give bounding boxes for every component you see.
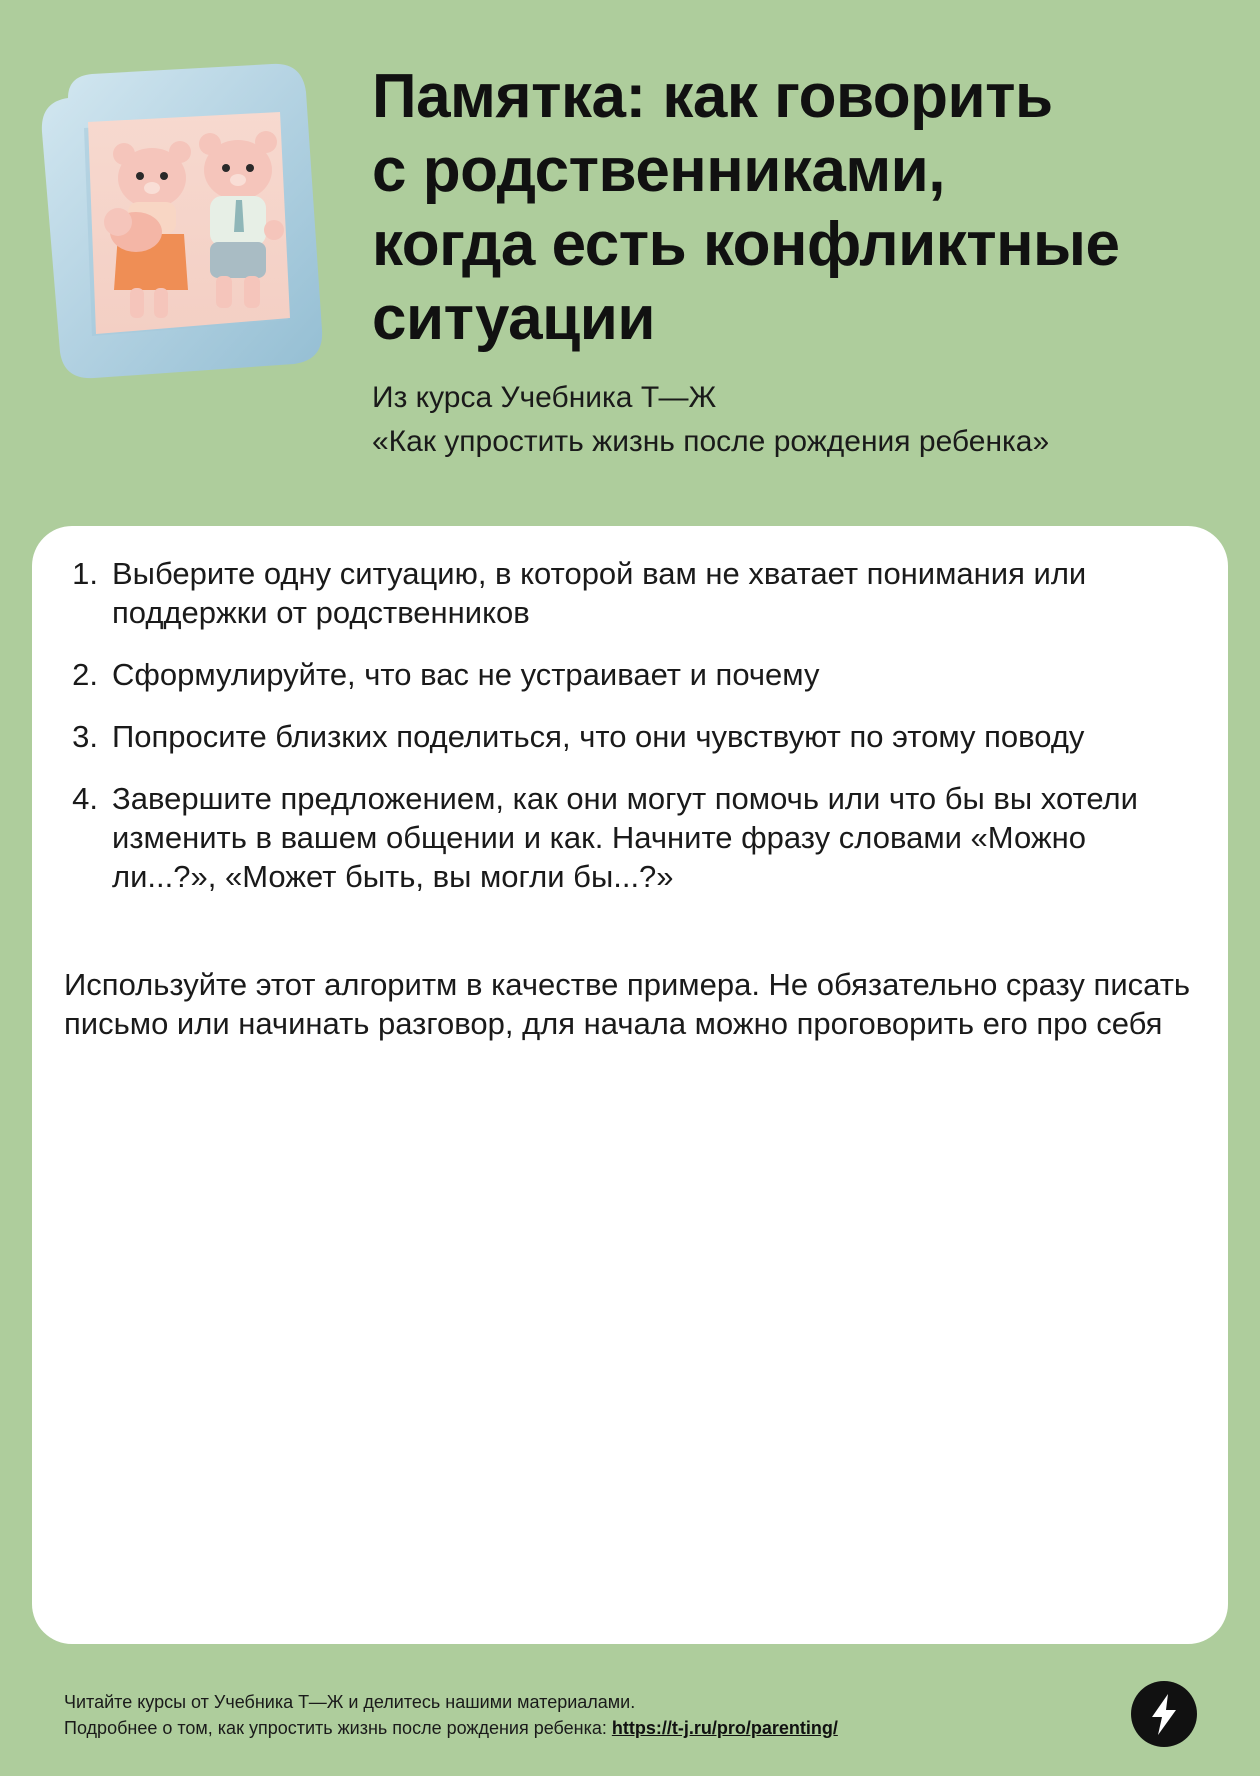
steps-list: [64, 554, 1214, 919]
photo-frame-with-bear-family-icon: [40, 62, 328, 380]
title-line: когда есть конфликтные: [372, 210, 1120, 279]
subtitle-line: «Как упростить жизнь после рождения ребенка»: [372, 425, 1050, 458]
footer-text: Подробнее о том, как упростить жизнь после рождения ребенка:: [64, 1718, 612, 1738]
footer: [64, 1689, 838, 1741]
list-item: [64, 717, 1214, 756]
step-number: 2.: [72, 657, 98, 692]
footer-link[interactable]: https://t-j.ru/pro/parenting/: [611, 1718, 838, 1738]
footer-line: Читайте курсы от Учебника Т—Ж и делитесь нашими материалами.: [64, 1692, 636, 1712]
footer-line: [64, 1715, 838, 1741]
step-text: Завершите предложением, как они могут помочь или что бы вы хотели изменить в вашем общении и как. Начните фразу словами «Можно ли...?», «Может быть, вы могли бы...?»: [112, 781, 1138, 894]
content-card: [32, 526, 1228, 1644]
subtitle-line: Из курса Учебника Т—Ж: [372, 381, 717, 414]
brand-logo: [1131, 1681, 1197, 1747]
note-paragraph: Используйте этот алгоритм в качестве примера. Не обязательно сразу писать письмо или начинать разговор, для начала можно проговорить его про себя: [64, 967, 1191, 1041]
list-item: [64, 779, 1214, 896]
step-number: 4.: [72, 781, 98, 816]
title-line: с родственниками,: [372, 136, 946, 205]
header: [372, 60, 1222, 464]
step-number: 1.: [72, 556, 98, 591]
lightning-bolt-logo-icon: [1131, 1681, 1197, 1747]
step-text: Сформулируйте, что вас не устраивает и почему: [112, 657, 820, 692]
page-title: [372, 60, 1222, 356]
title-line: Памятка: как говорить: [372, 62, 1053, 131]
step-text: Выберите одну ситуацию, в которой вам не хватает понимания или поддержки от родственников: [112, 556, 1087, 630]
step-text: Попросите близких поделиться, что они чувствуют по этому поводу: [112, 719, 1085, 754]
subtitle: [372, 376, 1222, 464]
list-item: [64, 655, 1214, 694]
photo-frame-illustration: [40, 62, 328, 380]
list-item: [64, 554, 1214, 632]
step-number: 3.: [72, 719, 98, 754]
title-line: ситуации: [372, 284, 655, 353]
